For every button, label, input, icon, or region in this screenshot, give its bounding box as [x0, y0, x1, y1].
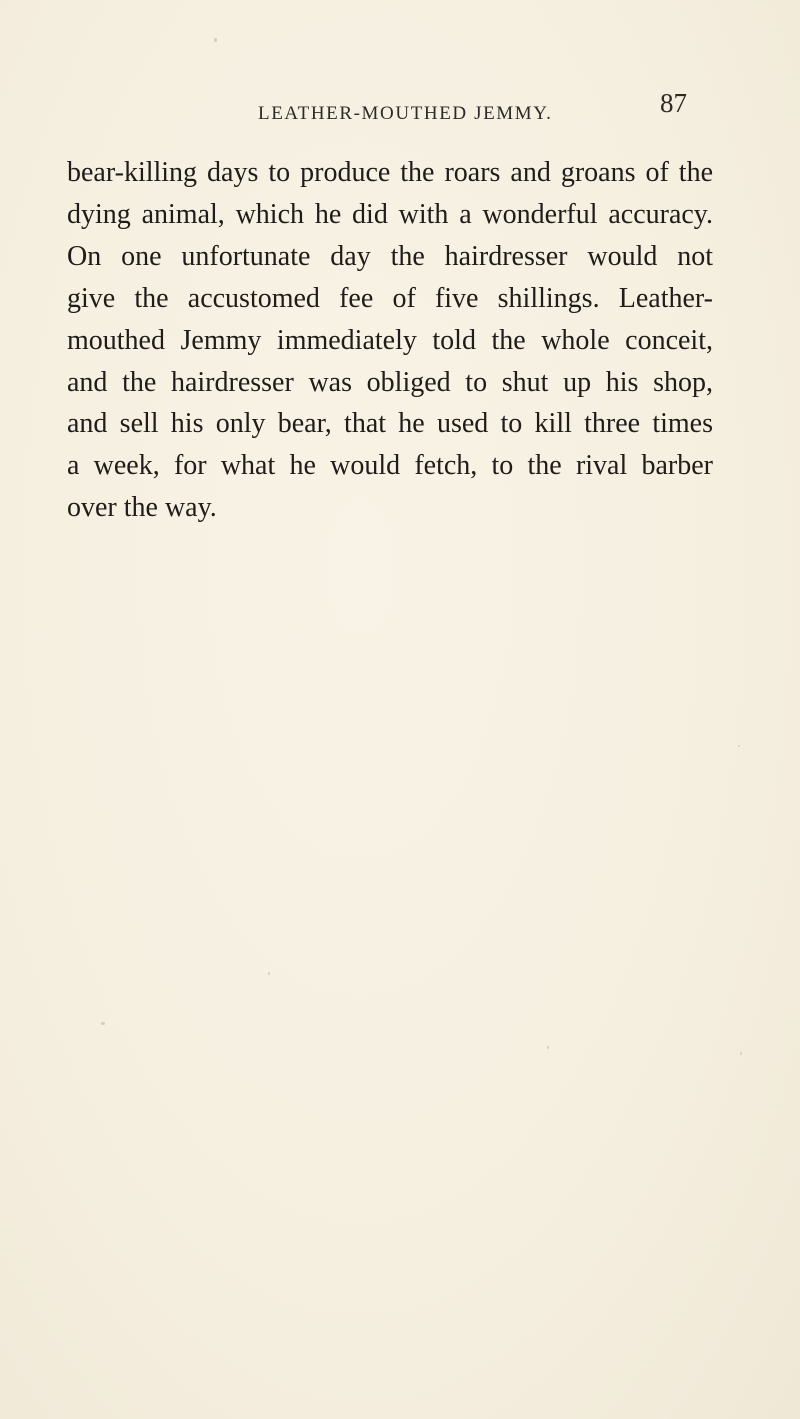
text-line-last: over the way.: [67, 492, 217, 524]
text-line: mouthed Jemmy immediately told the whole conceit,: [67, 324, 713, 356]
paper-speck: [740, 1052, 742, 1055]
text-line: On one unfortunate day the hairdresser would not: [67, 240, 713, 272]
paper-speck: [738, 745, 740, 747]
text-line: give the accustomed fee of five shillings. Leather-: [67, 282, 713, 314]
page-number: 87: [660, 88, 687, 118]
paper-speck: [214, 38, 217, 42]
body-paragraph: [67, 152, 713, 529]
text-line: and the hairdresser was obliged to shut up his shop,: [67, 366, 713, 398]
text-line: dying animal, which he did with a wonderful accuracy.: [67, 198, 713, 230]
text-line: and sell his only bear, that he used to kill three times: [67, 408, 713, 440]
running-head-title: LEATHER-MOUTHED JEMMY.: [258, 103, 553, 124]
paper-speck: [268, 972, 270, 975]
text-line: a week, for what he would fetch, to the rival barber: [67, 450, 713, 482]
paper-speck: [547, 1046, 549, 1049]
paper-speck: [101, 1022, 105, 1025]
text-line: bear-killing days to produce the roars and groans of the: [67, 157, 713, 188]
